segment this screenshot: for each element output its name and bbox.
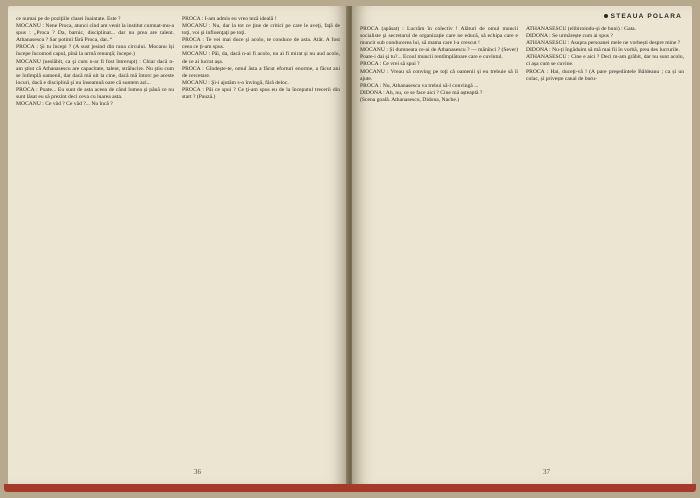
text-paragraph: ATHANASESCU : Cine e aici ? Deci m-am grăbit, dar nu sunt acolo, ci aşa cum se cuvine.: [526, 54, 684, 68]
text-paragraph: MOCANU : Nu, dar la tot ce ţine de critici pe care le aveţi, faţă de toţi, voi şi influenţaţi pe toţi.: [182, 23, 340, 37]
text-paragraph: MOCANU : Ce văd ? Ce văd ?... Nu încă ?: [16, 101, 113, 108]
left-page: [8, 6, 348, 486]
book-edge: [4, 484, 696, 492]
right-column-1: [360, 26, 518, 460]
text-paragraph: PROCA : Te vei mai duce şi acolo, te conduce de asta. Atât. A fost ceea ce ţi-am spus.: [182, 37, 340, 51]
running-header: [604, 13, 682, 20]
text-paragraph: ce numai pe de poziţiile clasei înaintate. Este ?: [16, 16, 121, 22]
text-paragraph: PROCA : Poate... Eu sunt de asta aceea de când lumea și până ce nu sunt lăsat eu să prezint deci ceva cu luarea asta.: [16, 86, 174, 101]
text-paragraph: MOCANU : Și dumneata ce-ai de Athanasescu ? — mănînci ? (Sever) Poate-i dai şi tu?... Ecoul muncii rentîmplătoare care e cuvîntul.: [360, 47, 518, 61]
text-paragraph: PROCA : Păi ce spui ? Ce ţi-am spus eu de la începutul trecerii din start ? (Pauză.): [182, 86, 340, 101]
page-number-right: 37: [543, 468, 550, 476]
text-paragraph: (Scena goală. Athanasescu, Didona, Nache.): [360, 96, 460, 103]
right-column-2: [526, 26, 684, 460]
text-paragraph: PROCA (apăsat) : Lucrăm în colectiv ! Alături de omul muncii socialiste şi secretarul de organizație care ne educă, să echipa care e muncit sub conducerea lui, să mama care l-a crescut !: [360, 26, 518, 47]
text-paragraph: MOCANU : Nene Proca, atunci cînd am venit la institut cumnat-mu-a spus : „Proca ? Da, barnic, disciplinat... dar nu prea are talent. Athanasescu ? Sar potimi fără Proca, dar..“: [16, 23, 174, 44]
text-paragraph: PROCA : Ce vrei să spui ?: [360, 61, 420, 68]
text-paragraph: PROCA : Gîndeşte-te, omul ăsta a făcut eforturi enorme, a făcut ani de cercetare.: [182, 65, 340, 79]
text-paragraph: ATHANASESCU (elibiroindu-și de buni) : Gata.: [526, 26, 636, 32]
left-column-2: [182, 16, 340, 460]
text-paragraph: DIDONA : Nu-ți îngăduim să mă mai fii în vorbă, prea des lucrurile.: [526, 47, 680, 54]
bullet-icon: [604, 14, 608, 18]
text-paragraph: MOCANU (neslăbit, ca şi cum n-ar fi fost întrerupt) : Chiar dacă n-am ştiut că Athanasescu are capacitate, talent, strălucire. Nu ştiu cum se întîmplă oamenii, dar dacă mă uit la cine, dacă mă întorc pe aceste locuri, dacă e disciplină şi nu înseamnă oare că suntem azi...: [16, 58, 174, 86]
left-column-1: [16, 16, 174, 460]
text-paragraph: MOCANU : Păi, da, dacă n-ai fi acolo, nu ai fi mirat și nu aud acolo, de ce ai lucrat așa.: [182, 51, 340, 65]
text-paragraph: DIDONA : Ah, nu, ce se face aici ? Cine mă așteaptă ?: [360, 89, 483, 96]
text-paragraph: PROCA : Şi tu începi ? (A sust jesind din rana circului. Mocanu își începe încomod capul, pînă la urmă renunță; începe.): [16, 44, 174, 58]
right-page: [352, 6, 692, 486]
text-paragraph: PROCA : Hai, duceţi-vă ! (A pare preşedintele Băldeanu ; ca și un colac, și privește canal de buru-: [526, 68, 684, 82]
page-number-left: 36: [194, 468, 201, 476]
text-paragraph: ATHANASESCU : Asupra persoanei mele ne vorbești despre mine ?: [526, 40, 681, 47]
running-header-title: STEAUA POLARA: [610, 13, 682, 20]
text-paragraph: MOCANU : Vreau să conving pe toţi că oamenii și eu trebuie să îi ajute.: [360, 68, 518, 82]
text-paragraph: MOCANU : Şi-i ajutăm s-o învingă, fără deloc.: [182, 79, 289, 86]
text-paragraph: PROCA : Nu, Athanasescu va trebui să-l convingă ...: [360, 82, 479, 89]
text-paragraph: PROCA : I-am admis eu vreo teză ideală !: [182, 16, 277, 22]
text-paragraph: DIDONA : Se urmărește cum ai spus ?: [526, 33, 613, 40]
